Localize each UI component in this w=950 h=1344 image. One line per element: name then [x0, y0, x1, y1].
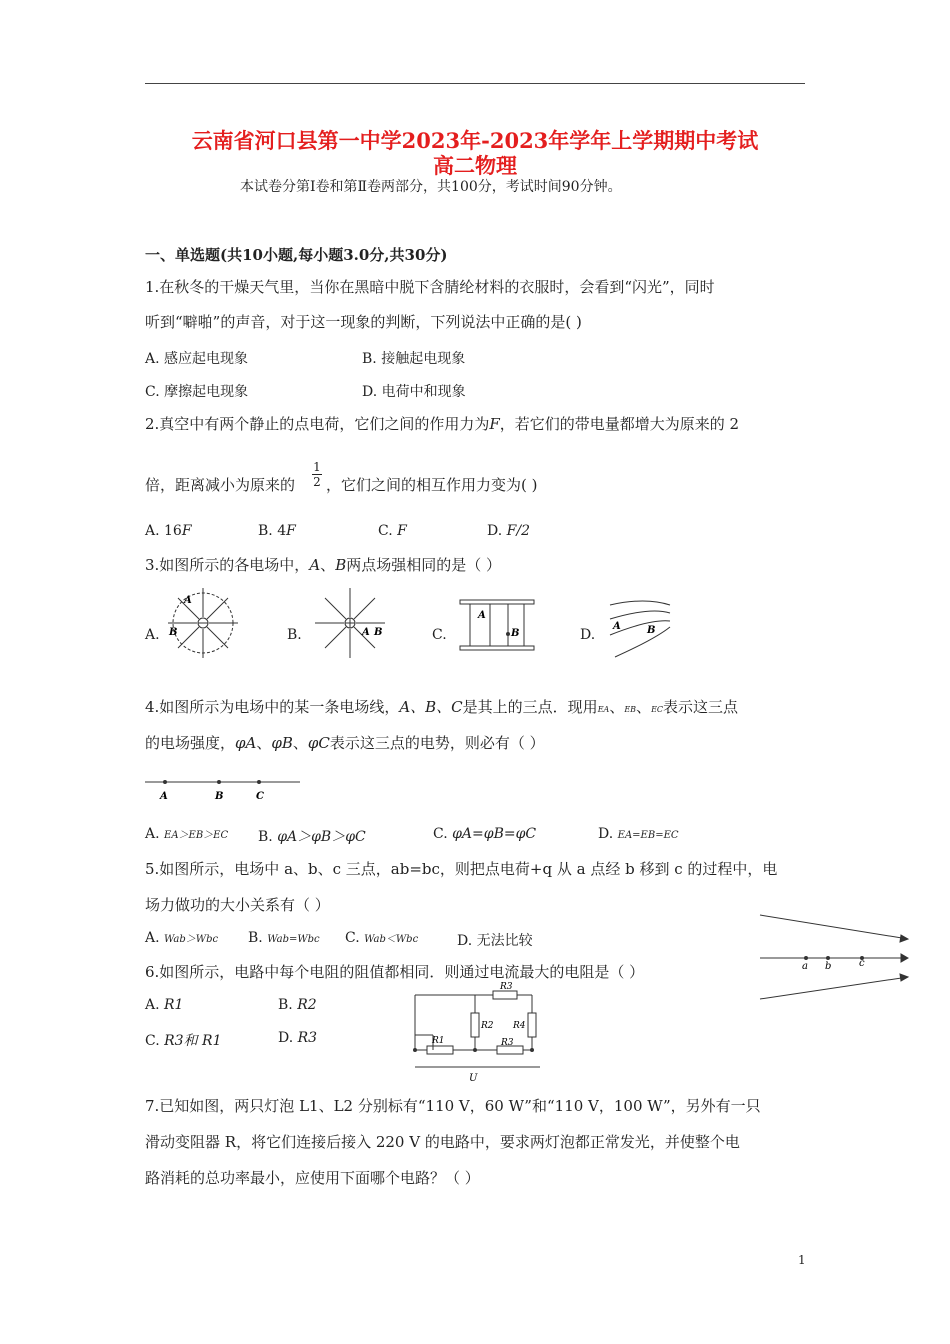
q1-option-c: C. 摩擦起电现象	[145, 384, 249, 400]
q1-line2: 听到“噼啪”的声音，对于这一现象的判断，下列说法中正确的是( )	[145, 313, 582, 331]
q4-option-a: A. EA＞EB＞EC	[145, 826, 229, 842]
q2-option-d: D. F/2	[487, 523, 530, 539]
svg-text:A: A	[613, 621, 621, 632]
q2-fraction	[312, 460, 322, 489]
q5-option-a: A. Wab＞Wbc	[145, 930, 219, 946]
q3-option-b: B.	[287, 627, 302, 643]
svg-text:R3: R3	[500, 982, 513, 992]
exam-subtitle: 高二物理	[433, 153, 517, 178]
q3-figure-b	[310, 585, 390, 660]
q6-stem: 6.如图所示，电路中每个电阻的阻值都相同．则通过电流最大的电阻是（ ）	[145, 963, 645, 981]
svg-text:b: b	[825, 961, 832, 972]
q2-F: F	[489, 415, 500, 433]
q5-line2: 场力做功的大小关系有（ ）	[145, 896, 330, 914]
q3-option-a: A.	[145, 627, 160, 643]
exam-title: 云南省河口县第一中学2023年-2023年学年上学期期中考试	[191, 128, 759, 153]
q3-option-d: D.	[580, 627, 596, 643]
svg-text:B: B	[215, 791, 224, 802]
q3-figure-c	[458, 598, 538, 653]
q3-stem: 3.如图所示的各电场中，A、B两点场强相同的是（ ）	[145, 556, 501, 574]
q2-line2-b: ，它们之间的相互作用力变为( )	[326, 476, 538, 494]
q7-line2: 滑动变阻器 R，将它们连接后接入 220 V 的电路中，要求两灯泡都正常发光，并使整个电	[145, 1133, 740, 1151]
q2-option-a: A. 16F	[145, 523, 192, 539]
q2-option-c: C. F	[378, 523, 407, 539]
exam-intro: 本试卷分第Ⅰ卷和第Ⅱ卷两部分，共100分，考试时间90分钟。	[240, 179, 622, 195]
q4-option-c: C. φA=φB=φC	[433, 826, 537, 842]
svg-text:B: B	[374, 627, 383, 638]
q2-line1-b: ，若它们的带电量都增大为原来的 2	[499, 415, 740, 433]
svg-text:B: B	[511, 628, 520, 639]
q7-line1: 7.已知如图，两只灯泡 L1、L2 分别标有“110 V，60 W”和“110 V，100 W”，另外有一只	[145, 1097, 761, 1115]
q5-line1: 5.如图所示，电场中 a、b、c 三点，ab=bc，则把点电荷+q 从 a 点经 b 移到 c 的过程中，电	[145, 860, 778, 878]
q6-option-c: C. R3和 R1	[145, 1033, 222, 1049]
svg-text:c: c	[859, 958, 865, 969]
svg-text:U: U	[469, 1073, 478, 1084]
q4-field-line	[145, 775, 305, 803]
q2-line1	[145, 414, 739, 434]
q3a-label-B: B	[169, 627, 178, 638]
q1-option-a: A. 感应起电现象	[145, 351, 249, 367]
q4-line2: 的电场强度，φA、φB、φC表示这三点的电势，则必有（ ）	[145, 734, 545, 752]
q6-option-b: B. R2	[278, 997, 317, 1013]
svg-text:A: A	[160, 791, 168, 802]
q3-option-c: C.	[432, 627, 447, 643]
q2-frac-den: 2	[313, 475, 321, 489]
q1-line1: 1.在秋冬的干燥天气里，当你在黑暗中脱下含腈纶材料的衣服时，会看到“闪光”，同时	[145, 278, 715, 296]
q5-option-b: B. Wab=Wbc	[248, 930, 320, 946]
q5-option-c: C. Wab＜Wbc	[345, 930, 419, 946]
svg-text:R3: R3	[501, 1038, 514, 1048]
header-rule	[145, 83, 805, 84]
q3a-label-A: A	[184, 595, 192, 606]
svg-text:a: a	[802, 961, 808, 972]
page-number: 1	[798, 1253, 806, 1267]
q6-option-d: D. R3	[278, 1030, 318, 1046]
q2-frac-num: 1	[313, 460, 321, 474]
q1-option-d: D. 电荷中和现象	[362, 384, 466, 400]
svg-text:B: B	[647, 625, 656, 636]
q4-line1: 4.如图所示为电场中的某一条电场线，A、B、C是其上的三点．现用EA、EB、EC表示这三点	[145, 698, 739, 716]
q6-option-a: A. R1	[145, 997, 184, 1013]
q5-field-figure	[758, 912, 913, 1002]
q2-line1-a: 2.真空中有两个静止的点电荷，它们之间的作用力为	[145, 415, 490, 433]
svg-text:A: A	[362, 627, 370, 638]
q3-figure-a	[160, 585, 240, 660]
q2-line2-a: 倍，距离减小为原来的	[145, 476, 296, 494]
q4-option-d: D. EA=EB=EC	[598, 826, 679, 842]
svg-text:A: A	[478, 610, 486, 621]
q7-line3: 路消耗的总功率最小，应使用下面哪个电路？（ ）	[145, 1169, 480, 1187]
q4-option-b: B. φA＞φB＞φC	[258, 829, 366, 845]
section-heading: 一、单选题(共10小题,每小题3.0分,共30分)	[145, 246, 448, 264]
q1-option-b: B. 接触起电现象	[362, 351, 466, 367]
svg-text:R1: R1	[432, 1036, 445, 1046]
q2-option-b: B. 4F	[258, 523, 296, 539]
svg-text:R4: R4	[513, 1021, 526, 1031]
svg-text:C: C	[256, 791, 264, 802]
q3-figure-d	[605, 595, 675, 660]
svg-text:R2: R2	[481, 1021, 494, 1031]
q6-circuit	[405, 982, 550, 1085]
q5-option-d: D. 无法比较	[457, 933, 533, 949]
